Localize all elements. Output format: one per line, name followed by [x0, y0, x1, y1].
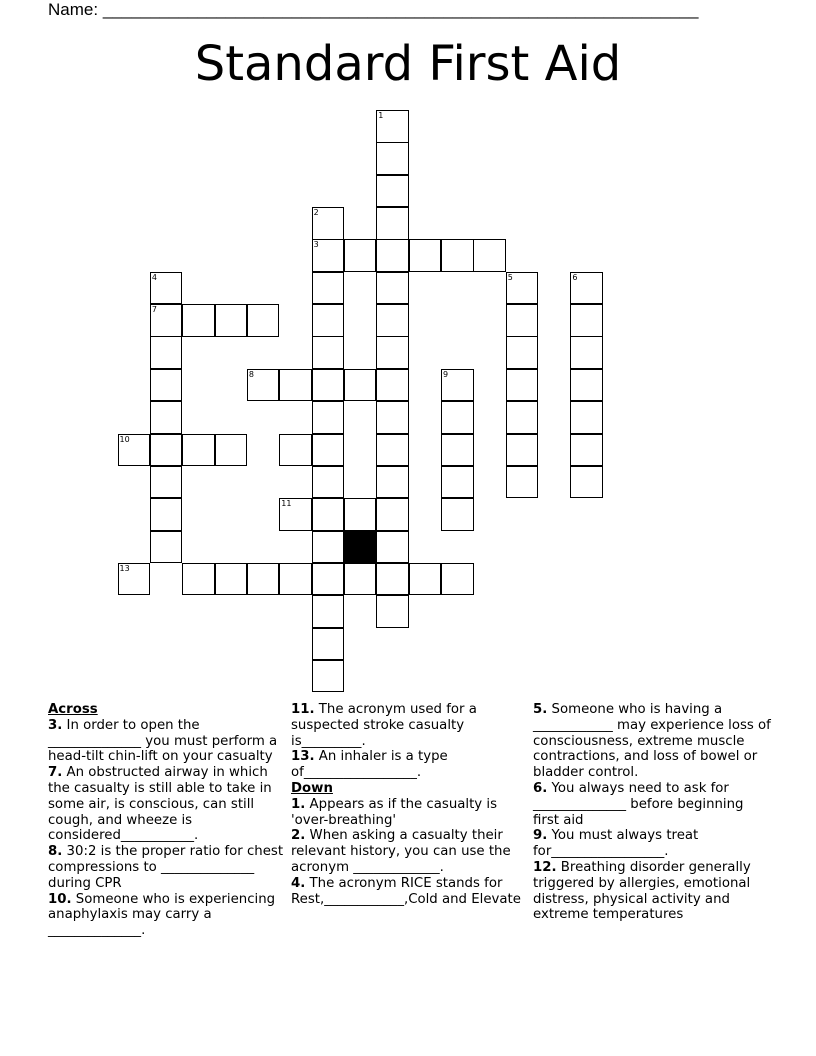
grid-cell[interactable]: [182, 563, 215, 596]
clue-number: 5.: [533, 702, 548, 717]
grid-cell[interactable]: [215, 563, 248, 596]
cell-number: 8: [248, 369, 254, 379]
grid-cell[interactable]: [312, 595, 345, 628]
grid-cell[interactable]: [506, 272, 539, 305]
clue-text: Appears as if the casualty is 'over-breathing': [291, 796, 498, 828]
grid-cell[interactable]: [150, 304, 183, 337]
clue-text: In order to open the ______________ you must perform a head-tilt chin-lift on your casualty: [48, 717, 278, 765]
grid-cell[interactable]: [312, 304, 345, 337]
cell-number: 6: [572, 272, 578, 282]
clue-number: 10.: [48, 891, 72, 907]
grid-cell[interactable]: [376, 531, 409, 564]
clue-text: 30:2 is the proper ratio for chest compressions to ______________ during CPR: [48, 844, 284, 891]
clue-down-4: [291, 876, 529, 908]
clue-down-1: [291, 797, 529, 829]
grid-cell[interactable]: [441, 434, 474, 467]
cell-number: 9: [443, 369, 449, 379]
grid-cell[interactable]: [279, 434, 312, 467]
grid-cell[interactable]: [409, 563, 442, 596]
grid-cell[interactable]: [506, 369, 539, 402]
grid-cell[interactable]: [376, 239, 409, 272]
clue-across-13: [291, 749, 529, 781]
page-title: Standard First Aid: [194, 36, 622, 92]
cell-number: 11: [281, 499, 292, 509]
grid-cell[interactable]: [506, 434, 539, 467]
grid-block: [344, 531, 377, 564]
grid-cell[interactable]: [506, 304, 539, 337]
grid-cell[interactable]: [441, 401, 474, 434]
name-label: Name:: [48, 0, 99, 19]
grid-cell[interactable]: [312, 272, 345, 305]
grid-cell[interactable]: [312, 434, 345, 467]
grid-cell[interactable]: [376, 466, 409, 499]
grid-cell[interactable]: [570, 369, 603, 402]
grid-cell[interactable]: [150, 498, 183, 531]
grid-cell[interactable]: [247, 369, 280, 402]
grid-cell[interactable]: [312, 563, 345, 596]
grid-cell[interactable]: [409, 239, 442, 272]
grid-cell[interactable]: [215, 434, 248, 467]
grid-cell[interactable]: [279, 498, 312, 531]
clue-number: 13.: [291, 749, 315, 765]
clue-text: An inhaler is a type of_________________.: [291, 749, 448, 781]
grid-cell[interactable]: [118, 563, 151, 596]
across-heading: Across: [48, 702, 98, 717]
grid-cell[interactable]: [506, 401, 539, 434]
grid-cell[interactable]: [344, 563, 377, 596]
cell-number: 1: [378, 111, 384, 120]
grid-cell[interactable]: [506, 336, 539, 369]
grid-cell[interactable]: [376, 110, 409, 143]
grid-cell[interactable]: [376, 498, 409, 531]
grid-cell[interactable]: [376, 369, 409, 402]
grid-cell[interactable]: [506, 466, 539, 499]
grid-cell[interactable]: [312, 531, 345, 564]
grid-cell[interactable]: [570, 336, 603, 369]
clue-down-12: [533, 860, 771, 923]
grid-cell[interactable]: [376, 401, 409, 434]
grid-cell[interactable]: [312, 466, 345, 499]
clue-down-2: [291, 828, 529, 875]
grid-cell[interactable]: [150, 369, 183, 402]
grid-cell[interactable]: [150, 531, 183, 564]
grid-cell[interactable]: [441, 466, 474, 499]
grid-cell[interactable]: [247, 304, 280, 337]
clue-across-3: [48, 718, 286, 765]
clue-number: 11.: [291, 702, 315, 717]
clue-across-8: [48, 844, 286, 891]
grid-cell[interactable]: [473, 239, 506, 272]
grid-cell[interactable]: [344, 498, 377, 531]
grid-cell[interactable]: [215, 304, 248, 337]
clue-down-6: [533, 781, 771, 828]
clue-number: 9.: [533, 828, 548, 844]
grid-cell[interactable]: [312, 628, 345, 661]
clue-number: 3.: [48, 717, 63, 733]
grid-cell[interactable]: [376, 207, 409, 240]
clue-column-2: [291, 702, 529, 907]
clue-text: Someone who is having a ____________ may experience loss of consciousness, extreme muscle contractions, and loss of bowel or bladder control.: [533, 702, 771, 781]
clue-number: 4.: [291, 875, 306, 891]
grid-cell[interactable]: [570, 434, 603, 467]
grid-cell[interactable]: [312, 660, 345, 693]
grid-cell[interactable]: [376, 272, 409, 305]
grid-cell[interactable]: [376, 434, 409, 467]
grid-cell[interactable]: [279, 369, 312, 402]
cell-number: 2: [313, 208, 319, 218]
grid-cell[interactable]: [441, 239, 474, 272]
clue-across-7: [48, 765, 286, 844]
grid-cell[interactable]: [376, 142, 409, 175]
grid-cell[interactable]: [570, 304, 603, 337]
clue-number: 8.: [48, 844, 63, 860]
grid-cell[interactable]: [150, 466, 183, 499]
grid-cell[interactable]: [312, 336, 345, 369]
clue-number: 2.: [291, 828, 306, 844]
grid-cell[interactable]: [312, 401, 345, 434]
grid-cell[interactable]: [150, 434, 183, 467]
name-blank[interactable]: _______________________________________________________________: [102, 0, 699, 19]
cell-number: 10: [119, 434, 130, 444]
grid-cell[interactable]: [150, 272, 183, 305]
grid-cell[interactable]: [312, 498, 345, 531]
grid-cell[interactable]: [279, 563, 312, 596]
cell-number: 4: [151, 272, 157, 282]
clue-across-11: [291, 702, 529, 749]
grid-cell[interactable]: [182, 304, 215, 337]
grid-cell[interactable]: [570, 272, 603, 305]
grid-cell[interactable]: [570, 466, 603, 499]
grid-cell[interactable]: [441, 563, 474, 596]
clue-number: 1.: [291, 796, 306, 812]
grid-cell[interactable]: [150, 336, 183, 369]
clue-text: You must always treat for_________________.: [533, 828, 699, 860]
clue-text: An obstructed airway in which the casualty is still able to take in some air, is conscious, can still cough, and wheeze is considered___________.: [48, 765, 272, 844]
grid-cell[interactable]: [118, 434, 151, 467]
clue-column-1: [48, 702, 286, 939]
clue-text: You always need to ask for ______________ before beginning first aid: [533, 780, 744, 828]
grid-cell[interactable]: [344, 369, 377, 402]
clue-number: 12.: [533, 859, 557, 875]
grid-cell[interactable]: [247, 563, 280, 596]
clue-text: Breathing disorder generally triggered by allergies, emotional distress, physical activity and extreme temperatures: [533, 859, 751, 923]
grid-cell[interactable]: [376, 595, 409, 628]
grid-cell[interactable]: [376, 175, 409, 208]
cell-number: 13: [119, 563, 130, 573]
grid-cell[interactable]: [376, 563, 409, 596]
grid-cell[interactable]: [376, 336, 409, 369]
grid-cell[interactable]: [312, 207, 345, 240]
clue-across-10: [48, 892, 286, 939]
clue-number: 6.: [533, 780, 548, 796]
clue-text: Someone who is experiencing anaphylaxis may carry a ______________.: [48, 891, 276, 939]
clue-text: The acronym used for a suspected stroke casualty is_________.: [291, 702, 477, 749]
clue-text: When asking a casualty their relevant history, you can use the acronym _____________.: [291, 828, 511, 875]
grid-cell[interactable]: [376, 304, 409, 337]
cell-number: 5: [507, 272, 513, 282]
clue-down-9: [533, 828, 771, 860]
grid-cell[interactable]: [344, 239, 377, 272]
cell-number: 3: [313, 240, 319, 250]
down-heading: Down: [291, 780, 333, 796]
grid-cell[interactable]: [182, 434, 215, 467]
clue-column-3: [533, 702, 771, 923]
clue-down-5: [533, 702, 771, 781]
clue-number: 7.: [48, 765, 63, 781]
clue-text: The acronym RICE stands for Rest,____________,Cold and Elevate: [291, 875, 521, 907]
cell-number: 7: [151, 305, 157, 315]
grid-cell[interactable]: [312, 239, 345, 272]
grid-cell[interactable]: [570, 401, 603, 434]
grid-cell[interactable]: [150, 401, 183, 434]
grid-cell[interactable]: [441, 498, 474, 531]
grid-cell[interactable]: [441, 369, 474, 402]
grid-cell[interactable]: [312, 369, 345, 402]
